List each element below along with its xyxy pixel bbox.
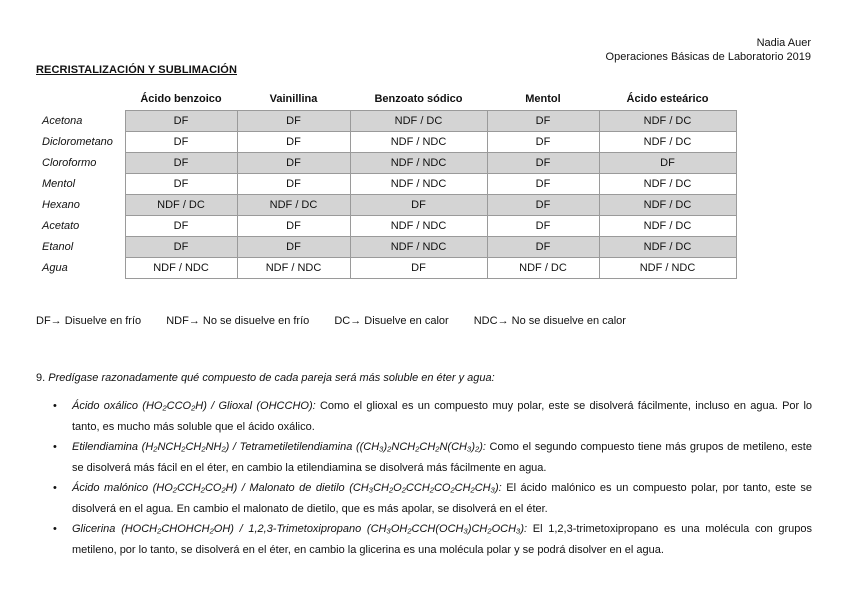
table-cell: NDF / DC [599, 174, 736, 195]
table-cell: NDF / DC [237, 195, 350, 216]
row-label: Mentol [42, 178, 76, 190]
table-cell: DF [350, 195, 487, 216]
table-cell: NDF / NDC [350, 132, 487, 153]
bullet-icon: • [53, 441, 57, 453]
table-cell: DF [487, 132, 599, 153]
table-cell: NDF / DC [599, 237, 736, 258]
answer-text: Como el glioxal es un compuesto muy polar, este se disolverá fácilmente, incluso en agua. Por lo tanto, es mucho más soluble que el ácido oxálico. [72, 400, 813, 433]
table-cell: DF [487, 237, 599, 258]
table-cell: DF [125, 216, 237, 237]
bullet-icon: • [53, 523, 57, 535]
question-number: 9. [36, 372, 46, 384]
table-cell: NDF / DC [599, 132, 736, 153]
compound-pair: Ácido malónico (HO₂CCH₂CO₂H) / Malonato de dietilo (CH₃CH₂O₂CCH₂CO₂CH₂CH₃): [72, 482, 502, 494]
legend-item: NDF→ No se disuelve en frío [166, 315, 310, 327]
question-text: Predígase razonadamente qué compuesto de cada pareja será más soluble en éter y agua: [48, 372, 495, 384]
answer-list [36, 396, 812, 560]
table-cell: DF [237, 111, 350, 132]
table-row [36, 111, 736, 132]
table-cell: DF [487, 174, 599, 195]
bullet-icon: • [53, 482, 57, 494]
row-label: Hexano [42, 199, 80, 211]
legend-item: NDC→ No se disuelve en calor [473, 315, 626, 327]
list-item [36, 396, 812, 437]
table-row [36, 216, 736, 237]
table-cell: NDF / NDC [350, 174, 487, 195]
author-name: Nadia Auer [756, 37, 811, 49]
compound-pair: Etilendiamina (H₂NCH₂CH₂NH₂) / Tetrametiletilendiamina ((CH₃)₂NCH₂CH₂N(CH₃)₂): [72, 441, 486, 453]
column-header: Ácido benzoico [140, 93, 222, 105]
table-cell: NDF / DC [350, 111, 487, 132]
table-row [36, 174, 736, 195]
table-cell: DF [487, 153, 599, 174]
table-row [36, 258, 736, 279]
table-cell: DF [237, 132, 350, 153]
table-cell: DF [599, 153, 736, 174]
compound-pair: Ácido oxálico (HO₂CCO₂H) / Glioxal (OHCCHO): [72, 400, 316, 412]
table-cell: DF [125, 111, 237, 132]
table-cell: DF [125, 237, 237, 258]
table-corner [36, 88, 125, 111]
legend-item: DC→ Disuelve en calor [334, 315, 449, 327]
compound-pair: Glicerina (HOCH₂CHOHCH₂OH) / 1,2,3-Trimetoxipropano (CH₃OH₂CCH(OCH₃)CH₂OCH₃): [72, 523, 528, 535]
table-row [36, 132, 736, 153]
table-cell: NDF / NDC [237, 258, 350, 279]
table-cell: NDF / DC [599, 111, 736, 132]
legend [36, 315, 648, 327]
question [36, 372, 495, 384]
table-cell: DF [125, 174, 237, 195]
answer-text: Como el segundo compuesto tiene más grupos de metileno, este se disolverá más fácil en el éter, en cambio la etilendiamina se disolverá más fácilmente en agua. [72, 441, 812, 474]
table-cell: NDF / NDC [350, 237, 487, 258]
table-cell: DF [237, 153, 350, 174]
table-cell: NDF / DC [487, 258, 599, 279]
table-row [36, 153, 736, 174]
table-cell: DF [487, 195, 599, 216]
column-header: Mentol [525, 93, 561, 105]
table-cell: DF [487, 111, 599, 132]
table-cell: NDF / DC [599, 216, 736, 237]
table-cell: NDF / DC [599, 195, 736, 216]
answer-text: El 1,2,3-trimetoxipropano es una molécula con grupos metileno, por lo tanto, se disolverá en el éter, en cambio la glicerina es una molécula polar y se podrá disolver en el agua. [72, 523, 812, 556]
table-header-row [36, 88, 736, 111]
row-label: Etanol [42, 241, 74, 253]
table-row [36, 237, 736, 258]
bullet-icon: • [53, 400, 57, 412]
row-label: Diclorometano [42, 136, 113, 148]
row-label: Acetona [42, 115, 83, 127]
table-cell: DF [237, 174, 350, 195]
table-cell: DF [350, 258, 487, 279]
column-header: Vainillina [269, 93, 318, 105]
table-cell: NDF / NDC [350, 153, 487, 174]
table-cell: NDF / NDC [125, 258, 237, 279]
column-header: Benzoato sódico [374, 93, 463, 105]
table-cell: DF [237, 237, 350, 258]
table-cell: NDF / DC [125, 195, 237, 216]
table-cell: DF [237, 216, 350, 237]
row-label: Cloroformo [42, 157, 97, 169]
list-item [36, 437, 812, 478]
column-header: Ácido esteárico [626, 93, 709, 105]
legend-item: DF→ Disuelve en frío [36, 315, 142, 327]
table-row [36, 195, 736, 216]
table-cell: NDF / NDC [599, 258, 736, 279]
row-label: Agua [42, 262, 68, 274]
list-item [36, 519, 812, 560]
table-cell: DF [125, 132, 237, 153]
solubility-table [36, 88, 737, 279]
table-cell: DF [125, 153, 237, 174]
course-name: Operaciones Básicas de Laboratorio 2019 [605, 51, 811, 63]
table-cell: NDF / NDC [350, 216, 487, 237]
table-cell: DF [487, 216, 599, 237]
section-title: RECRISTALIZACIÓN Y SUBLIMACIÓN [36, 64, 238, 76]
answer-text: El ácido malónico es un compuesto polar, por tanto, este se disolverá en el agua. En cambio el malonato de dietilo, que es más apolar, se disolverá en el éter. [72, 482, 813, 515]
row-label: Acetato [42, 220, 80, 232]
list-item [36, 478, 812, 519]
